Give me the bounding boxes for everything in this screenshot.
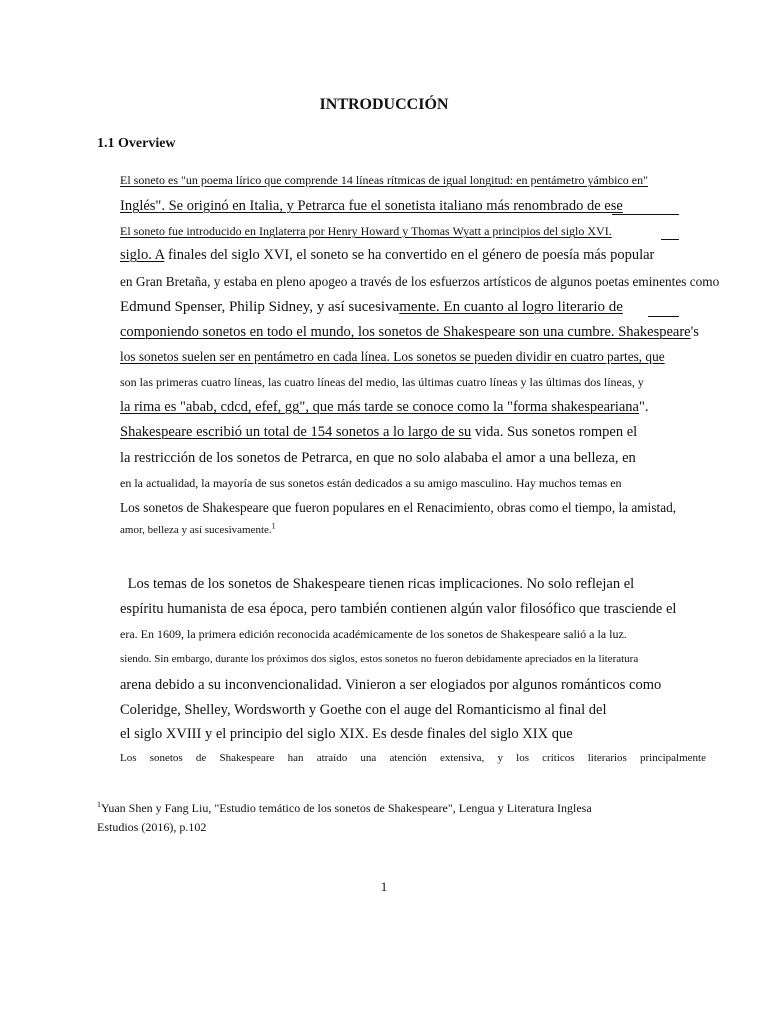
text-line: son las primeras cuatro líneas, las cuatro líneas del medio, las últimas cuatro líneas y las últimas dos líneas, y	[120, 375, 644, 389]
text-segment: vida. Sus sonetos rompen el	[471, 424, 638, 440]
text-line: arena debido a su inconvencionalidad. Vinieron a ser elogiados por algunos románticos como	[120, 677, 662, 693]
section-heading: 1.1 Overview	[97, 136, 176, 151]
text-segment: amor, belleza y así sucesivamente.	[120, 524, 272, 536]
footnote-line: Estudios (2016), p.102	[97, 820, 207, 834]
footnote-text: Yuan Shen y Fang Liu, "Estudio temático de los sonetos de Shakespeare", Lengua y Literatura Inglesa	[101, 801, 592, 815]
text-line: en la actualidad, la mayoría de sus sonetos están dedicados a su amigo masculino. Hay muchos temas en	[120, 476, 622, 490]
text-segment: Edmund Spenser, Philip Sidney, y así sucesiva	[120, 299, 400, 315]
text-segment: Shakespeare escribió un total de 154 sonetos a lo largo de su	[120, 424, 472, 440]
footnote-mark: 1	[97, 800, 101, 809]
text-line: la restricción de los sonetos de Petrarca, en que no solo alababa el amor a una belleza, en	[120, 450, 636, 466]
text-line: Coleridge, Shelley, Wordsworth y Goethe con el auge del Romanticismo al final del	[120, 702, 607, 718]
text-segment: la rima es "abab, cdcd, efef, gg", que más tarde se conoce como la "forma shakespeariana	[120, 399, 639, 415]
page-title: INTRODUCCIÓN	[319, 96, 449, 113]
text-line: era. En 1609, la primera edición reconocida académicamente de los sonetos de Shakespeare salió a la luz.	[120, 627, 627, 641]
text-line: Los sonetos de Shakespeare que fueron populares en el Renacimiento, obras como el tiempo, la amistad,	[120, 500, 677, 515]
footnote-line	[97, 802, 592, 814]
text-line: espíritu humanista de esa época, pero también contienen algún valor filosófico que trasciende el	[120, 601, 677, 617]
underline-rule	[648, 316, 679, 317]
text-line: en Gran Bretaña, y estaba en pleno apogeo a través de los esfuerzos artísticos de algunos poetas eminentes como	[120, 274, 720, 289]
underline-rule	[612, 214, 679, 215]
text-segment: El soneto fue introducido en Inglaterra por Henry Howard y Thomas Wyatt a principios del siglo XVI.	[120, 224, 612, 238]
text-segment: finales del siglo XVI, el soneto se ha convertido en el género de poesía más popular	[164, 247, 655, 263]
text-line: Los temas de los sonetos de Shakespeare tienen ricas implicaciones. No solo reflejan el	[124, 576, 635, 592]
text-line	[120, 248, 654, 263]
text-segment: Inglés". Se originó en Italia, y Petrarca fue el sonetista italiano más renombrado de ese	[120, 198, 623, 214]
text-line: Los sonetos de Shakespeare han atraído una atención extensiva, y los críticos literarios principalmente	[120, 752, 706, 764]
text-line	[120, 199, 623, 214]
text-line	[120, 325, 699, 340]
text-line: El soneto es "un poema lírico que comprende 14 líneas rítmicas de igual longitud: en pentámetro yámbico en"	[120, 173, 648, 187]
text-line: los sonetos suelen ser en pentámetro en cada línea. Los sonetos se pueden dividir en cuatro partes, que	[120, 349, 665, 364]
text-segment: siglo. A	[120, 247, 165, 263]
text-line	[120, 225, 612, 237]
text-segment: 's	[690, 324, 699, 340]
text-line	[120, 300, 623, 315]
footnote-reference: 1	[271, 521, 276, 531]
text-line: siendo. Sin embargo, durante los próximos dos siglos, estos sonetos no fueron debidamente apreciados en la literatura	[120, 653, 639, 665]
page-number: 1	[380, 879, 388, 894]
text-segment: componiendo sonetos en todo el mundo, los sonetos de Shakespeare son una cumbre. Shakespeare	[120, 324, 691, 340]
underline-rule	[661, 239, 679, 240]
text-line	[120, 400, 649, 415]
text-line	[120, 521, 276, 536]
text-line	[120, 425, 637, 440]
text-segment: ".	[638, 399, 649, 415]
text-line: el siglo XVIII y el principio del siglo XIX. Es desde finales del siglo XIX que	[120, 726, 573, 742]
text-segment: mente. En cuanto al logro literario de	[399, 299, 623, 315]
